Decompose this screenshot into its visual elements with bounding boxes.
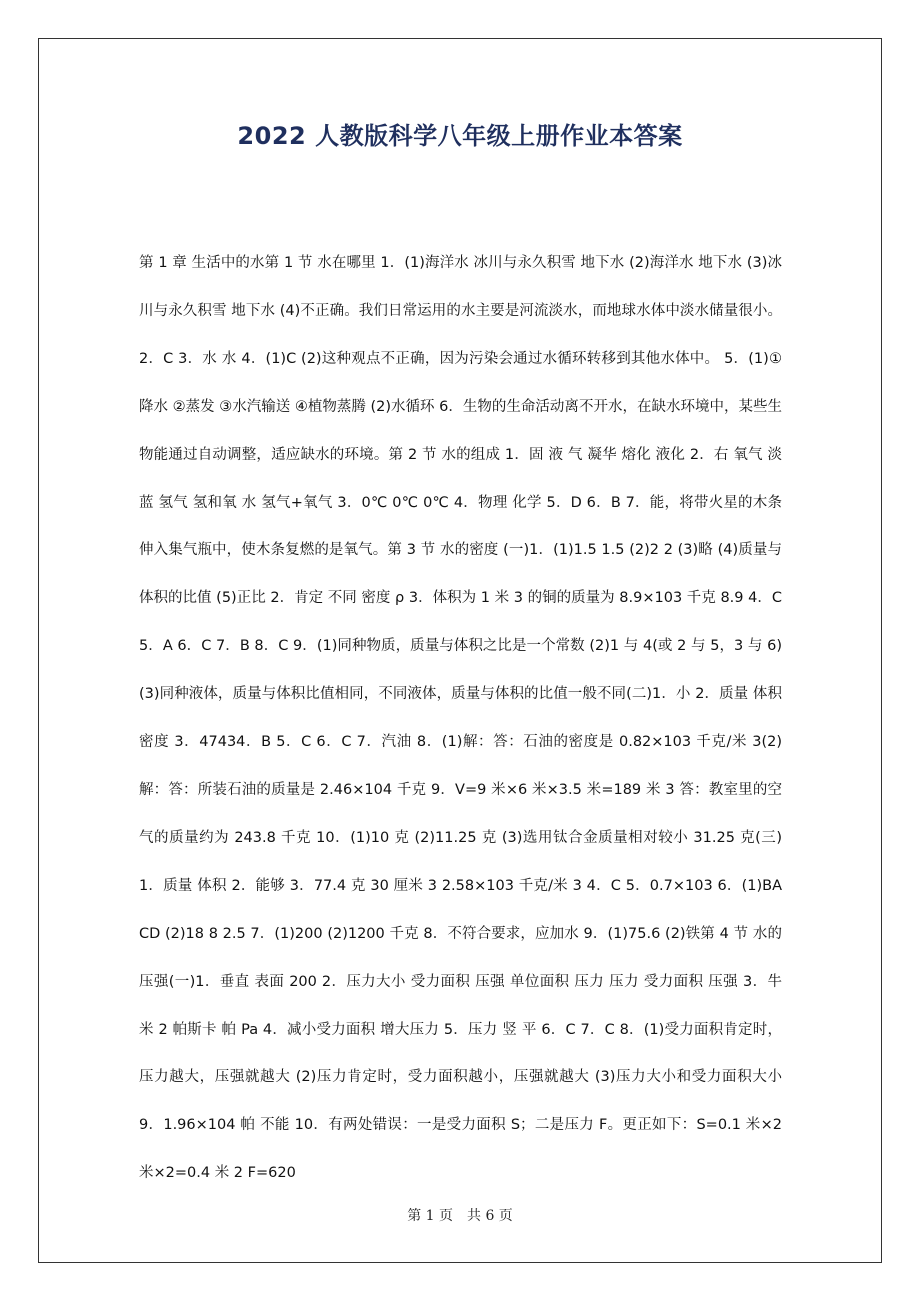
answer-body-text: 第 1 章 生活中的水第 1 节 水在哪里 1．(1)海洋水 冰川与永久积雪 地下水 (2)海洋水 地下水 (3)冰川与永久积雪 地下水 (4)不正确。我们日常运用的水主要是河流淡水，而地球水体中淡水储量很小。 2．C 3．水 水 4．(1)C (2)这种观点不正确，因为污染会通过水循环转移到其他水体中。 5．(1)①降水 ②蒸发 ③水汽输送 ④植物蒸腾 (2)水循环 6．生物的生命活动离不开水，在缺水环境中，某些生物能通过自动调整，适应缺水的环境。第 2 节 水的组成 1．固 液 气 凝华 熔化 液化 2．右 氧气 淡蓝 氢气 氢和氧 水 氢气+氧气 3．0℃ 0℃ 0℃ 4．物理 化学 5．D 6．B 7．能，将带火星的木条伸入集气瓶中，使木条复燃的是氧气。第 3 节 水的密度 (一)1．(1)1.5 1.5 (2)2 2 (3)略 (4)质量与体积的比值 (5)正比 2．肯定 不同 密度 ρ 3．体积为 1 米 3 的铜的质量为 8.9×103 千克 8.9 4．C 5．A 6．C 7．B 8．C 9．(1)同种物质，质量与体积之比是一个常数 (2)1 与 4(或 2 与 5，3 与 6) (3)同种液体，质量与体积比值相同，不同液体，质量与体积的比值一般不同(二)1．小 2．质量 体积 密度 3．47434．B 5．C 6．C 7．汽油 8．(1)解：答：石油的密度是 0.82×103 千克/米 3(2)解：答：所装石油的质量是 2.46×104 千克 9．V=9 米×6 米×3.5 米=189 米 3 答：教室里的空气的质量约为 243.8 千克 10．(1)10 克 (2)11.25 克 (3)选用钛合金质量相对较小 31.25 克(三)1．质量 体积 2．能够 3．77.4 克 30 厘米 3 2.58×103 千克/米 3 4．C 5．0.7×103 6．(1)BACD (2)18 8 2.5 7．(1)200 (2)1200 千克 8．不符合要求，应加水 9．(1)75.6 (2)铁第 4 节 水的压强(一)1．垂直 表面 200 2．压力大小 受力面积 压强 单位面积 压力 压力 受力面积 压强 3．牛 米 2 帕斯卡 帕 Pa 4．减小受力面积 增大压力 5．压力 竖 平 6．C 7．C 8．(1)受力面积肯定时，压力越大，压强就越大 (2)压力肯定时，受力面积越小，压强就越大 (3)压力大小和受力面积大小 9．1.96×104 帕 不能 10．有两处错误：一是受力面积 S；二是压力 F。更正如下：S=0.1 米×2 米×2=0.4 米 2 F=620 — [139, 255, 782, 1182]
document-title: 2022 人教版科学八年级上册作业本答案 — [237, 122, 683, 150]
page-number-footer: 第 1 页 共 6 页 — [407, 1208, 513, 1224]
